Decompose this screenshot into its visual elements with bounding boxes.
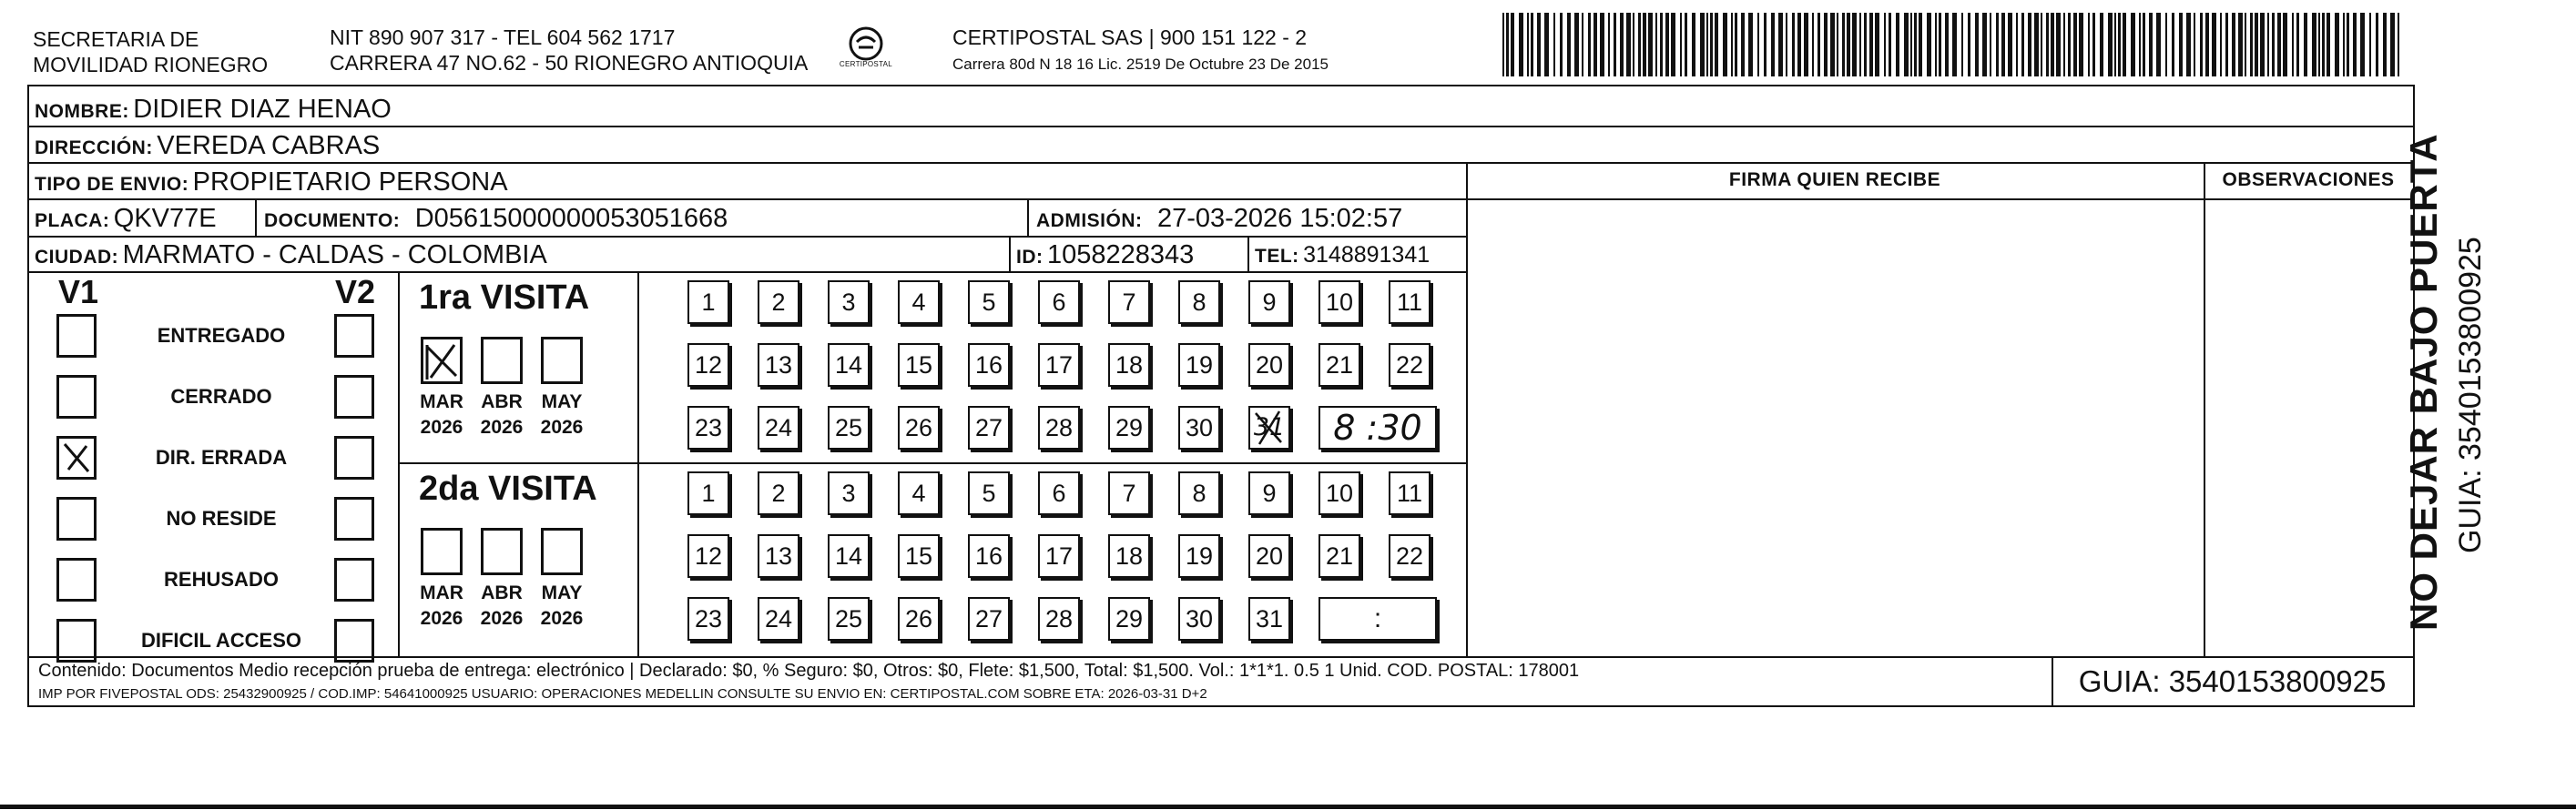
barcode-bar <box>1648 13 1653 76</box>
barcode-bar <box>1817 13 1820 76</box>
barcode-bar <box>1804 13 1808 76</box>
v2-header: V2 <box>335 273 376 310</box>
barcode-bar <box>2267 13 2269 76</box>
barcode-bar <box>1626 13 1631 76</box>
barcode-bar <box>1600 13 1604 76</box>
visit-2-day-22[interactable]: 22 <box>1389 534 1431 578</box>
v2-checkbox-rehusado[interactable] <box>334 558 374 602</box>
tipo-row <box>35 167 508 197</box>
barcode-bar <box>1975 13 1979 76</box>
admision-label: ADMISIÓN: <box>1036 210 1143 231</box>
barcode-bar <box>2092 13 2095 76</box>
barcode <box>1502 13 2413 76</box>
barcode-bar <box>1680 13 1682 76</box>
observaciones-area[interactable] <box>2207 202 2409 653</box>
visit-1-day-21[interactable]: 21 <box>1319 343 1360 387</box>
visit-1-month-checkbox-abr[interactable] <box>481 337 523 384</box>
barcode-bar <box>2001 13 2005 76</box>
visit-1-day-31[interactable]: 31 <box>1248 406 1290 450</box>
visit-2-day-18[interactable]: 18 <box>1108 534 1150 578</box>
barcode-bar <box>1692 13 1695 76</box>
visit-1-day-19[interactable]: 19 <box>1178 343 1220 387</box>
visit-1-title: 1ra VISITA <box>419 278 590 317</box>
barcode-bar <box>1633 13 1634 76</box>
barcode-bar <box>1519 13 1523 76</box>
firma-header-label: FIRMA QUIEN RECIBE <box>1728 169 1941 190</box>
barcode-bar <box>2034 13 2039 76</box>
barcode-bar <box>1608 13 1610 76</box>
barcode-bar <box>1830 13 1835 76</box>
barcode-bar <box>1919 13 1922 76</box>
visit-1-day-25[interactable]: 25 <box>828 406 870 450</box>
barcode-bar <box>1685 13 1687 76</box>
barcode-bar <box>2205 13 2209 76</box>
barcode-bar <box>2255 13 2258 76</box>
barcode-bar <box>1842 13 1845 76</box>
barcode-bar <box>2123 13 2126 76</box>
visit-1-month-checkbox-may[interactable] <box>541 337 583 384</box>
id-field <box>1016 240 1194 270</box>
direccion-row <box>35 131 380 161</box>
tel-field <box>1255 242 1430 268</box>
visit-1-day-23[interactable]: 23 <box>687 406 729 450</box>
barcode-bar <box>1778 13 1783 76</box>
barcode-bar <box>1741 13 1745 76</box>
barcode-bar <box>2073 13 2077 76</box>
barcode-bar <box>1757 13 1759 76</box>
barcode-bar <box>1786 13 1787 76</box>
barcode-bar <box>2376 13 2378 76</box>
org-name-line1: SECRETARIA DE <box>33 27 199 51</box>
ciudad-value: MARMATO - CALDAS - COLOMBIA <box>122 240 547 269</box>
barcode-bar <box>1544 13 1549 76</box>
visit-2-day-10[interactable]: 10 <box>1319 471 1360 515</box>
barcode-bar <box>2296 13 2299 76</box>
barcode-bar <box>1511 13 1514 76</box>
admision-value: 27-03-2026 15:02:57 <box>1156 204 1403 233</box>
barcode-bar <box>2322 13 2325 76</box>
barcode-bar <box>2398 13 2399 76</box>
visit-1-day-24[interactable]: 24 <box>758 406 799 450</box>
ciudad-field <box>35 240 547 270</box>
visit-2-month-checkbox-may[interactable] <box>541 528 583 575</box>
barcode-bar <box>2335 13 2339 76</box>
barcode-bar <box>2292 13 2294 76</box>
visit-1-day-10[interactable]: 10 <box>1319 280 1360 324</box>
nombre-row <box>35 95 392 125</box>
barcode-bar <box>2232 13 2235 76</box>
barcode-bar <box>2016 13 2018 76</box>
placa-label: PLACA: <box>35 210 110 231</box>
visit-2-day-8[interactable]: 8 <box>1178 471 1220 515</box>
barcode-bar <box>2046 13 2049 76</box>
barcode-bar <box>2008 13 2012 76</box>
visit-2-day-20[interactable]: 20 <box>1248 534 1290 578</box>
barcode-bar <box>1859 13 1861 76</box>
visit-1-day-12[interactable]: 12 <box>687 343 729 387</box>
visit-1-day-6[interactable]: 6 <box>1038 280 1080 324</box>
barcode-bar <box>2114 13 2116 76</box>
barcode-bar <box>1588 13 1591 76</box>
barcode-bar <box>1706 13 1708 76</box>
barcode-bar <box>1939 13 1941 76</box>
barcode-bar <box>1574 13 1579 76</box>
visit-2-day-28[interactable]: 28 <box>1038 597 1080 641</box>
barcode-bar <box>2353 13 2357 76</box>
barcode-bar <box>2360 13 2365 76</box>
v2-checkbox-entregado[interactable] <box>334 314 374 358</box>
barcode-bar <box>1797 13 1801 76</box>
barcode-bar <box>1852 13 1857 76</box>
barcode-bar <box>2068 13 2071 76</box>
carrier-line1: CERTIPOSTAL SAS | 900 151 122 - 2 <box>952 25 1308 49</box>
v2-checkbox-cerrado[interactable] <box>334 375 374 419</box>
visit-2-time-field[interactable]: : <box>1319 597 1437 641</box>
barcode-bar <box>1904 13 1909 76</box>
barcode-bar <box>2179 13 2183 76</box>
barcode-bar <box>1537 13 1541 76</box>
visit-2-day-31[interactable]: 31 <box>1248 597 1290 641</box>
visit-2-day-4[interactable]: 4 <box>898 471 940 515</box>
carrier-line2: Carrera 80d N 18 16 Lic. 2519 De Octubre 23 De 2015 <box>952 56 1329 73</box>
ciudad-label: CIUDAD: <box>35 247 119 268</box>
barcode-bar <box>2250 13 2253 76</box>
barcode-bar <box>2172 13 2174 76</box>
barcode-bar <box>2079 13 2083 76</box>
barcode-bar <box>2088 13 2090 76</box>
v1-checkbox-dificil-acceso[interactable] <box>56 619 97 663</box>
barcode-bar <box>2041 13 2042 76</box>
side-guia: GUIA: 3540153800925 <box>2453 237 2488 553</box>
barcode-bar <box>2118 13 2121 76</box>
visit-2-day-30[interactable]: 30 <box>1178 597 1220 641</box>
v1-checkbox-no-reside[interactable] <box>56 497 97 541</box>
documento-value: D05615000000053051668 <box>414 204 728 233</box>
status-label-no-reside: NO RESIDE <box>166 507 277 530</box>
visit-2-day-12[interactable]: 12 <box>687 534 729 578</box>
barcode-bar <box>1927 13 1931 76</box>
barcode-bar <box>1643 13 1646 76</box>
visit-2-day-27[interactable]: 27 <box>968 597 1010 641</box>
barcode-bar <box>1935 13 1937 76</box>
visit-1-day-30[interactable]: 30 <box>1178 406 1220 450</box>
barcode-bar <box>1531 13 1533 76</box>
visit-2-day-2[interactable]: 2 <box>758 471 799 515</box>
barcode-bar <box>2028 13 2031 76</box>
barcode-bar <box>1614 13 1616 76</box>
visit-1-day-7[interactable]: 7 <box>1108 280 1150 324</box>
visit-2-day-26[interactable]: 26 <box>898 597 940 641</box>
visit-1-day-3[interactable]: 3 <box>828 280 870 324</box>
barcode-bar <box>1910 13 1912 76</box>
status-label-cerrado: CERRADO <box>170 385 272 408</box>
barcode-bar <box>2021 13 2024 76</box>
visit-2-month-label-abr: ABR 2026 <box>480 582 524 629</box>
barcode-bar <box>1735 13 1737 76</box>
visit-1-month-label-mar: MAR 2026 <box>420 391 463 438</box>
barcode-bar <box>2131 13 2135 76</box>
barcode-bar <box>2108 13 2113 76</box>
visit-2-day-23[interactable]: 23 <box>687 597 729 641</box>
logo-caption: CERTIPOSTAL <box>839 60 893 68</box>
visit-1-day-14[interactable]: 14 <box>828 343 870 387</box>
visit-1-day-5[interactable]: 5 <box>968 280 1010 324</box>
barcode-bar <box>2347 13 2349 76</box>
v2-checkbox-dificil-acceso[interactable] <box>334 619 374 663</box>
barcode-bar <box>1837 13 1838 76</box>
certipostal-logo-icon <box>833 24 899 76</box>
barcode-bar <box>2156 13 2161 76</box>
barcode-bar <box>2318 13 2320 76</box>
barcode-bar <box>1812 13 1814 76</box>
barcode-bar <box>1582 13 1583 76</box>
barcode-bar <box>1771 13 1775 76</box>
barcode-bar <box>1824 13 1828 76</box>
barcode-bar <box>1553 13 1555 76</box>
barcode-bar <box>1723 13 1727 76</box>
barcode-bar <box>2165 13 2167 76</box>
visit-1-day-15[interactable]: 15 <box>898 343 940 387</box>
direccion-label: DIRECCIÓN: <box>35 137 153 158</box>
barcode-bar <box>2283 13 2287 76</box>
barcode-bar <box>2390 13 2395 76</box>
barcode-bar <box>1731 13 1733 76</box>
visit-1-day-11[interactable]: 11 <box>1389 280 1431 324</box>
status-label-entregado: ENTREGADO <box>157 324 286 347</box>
visit-2-day-16[interactable]: 16 <box>968 534 1010 578</box>
barcode-bar <box>2312 13 2316 76</box>
v1-checkbox-rehusado[interactable] <box>56 558 97 602</box>
barcode-bar <box>2304 13 2307 76</box>
x-mark-icon <box>423 339 460 381</box>
placa-field <box>35 204 217 234</box>
visit-1-day-26[interactable]: 26 <box>898 406 940 450</box>
visit-2-day-1[interactable]: 1 <box>687 471 729 515</box>
barcode-bar <box>1996 13 1999 76</box>
visit-1-day-4[interactable]: 4 <box>898 280 940 324</box>
x-mark-icon <box>1250 408 1288 448</box>
barcode-bar <box>1560 13 1563 76</box>
barcode-bar <box>1620 13 1624 76</box>
barcode-bar <box>2220 13 2222 76</box>
visit-2-title: 2da VISITA <box>419 470 597 508</box>
barcode-bar <box>2200 13 2203 76</box>
status-label-dir-errada: DIR. ERRADA <box>155 446 288 469</box>
visit-1-time-field[interactable]: 8 :30 <box>1319 406 1437 450</box>
barcode-bar <box>2212 13 2216 76</box>
v1-checkbox-entregado[interactable] <box>56 314 97 358</box>
nit-line: NIT 890 907 317 - TEL 604 562 1717 <box>330 25 676 49</box>
status-label-rehusado: REHUSADO <box>164 568 279 591</box>
barcode-bar <box>1968 13 1970 76</box>
visit-1-day-2[interactable]: 2 <box>758 280 799 324</box>
visit-1-day-13[interactable]: 13 <box>758 343 799 387</box>
visit-2-day-11[interactable]: 11 <box>1389 471 1431 515</box>
barcode-bar <box>2143 13 2145 76</box>
nombre-label: NOMBRE: <box>35 101 129 122</box>
barcode-bar <box>1502 13 1504 76</box>
visit-1-day-18[interactable]: 18 <box>1108 343 1150 387</box>
barcode-bar <box>1945 13 1949 76</box>
placa-value: QKV77E <box>113 204 217 233</box>
barcode-bar <box>1655 13 1657 76</box>
visit-2-day-17[interactable]: 17 <box>1038 534 1080 578</box>
visit-1-day-29[interactable]: 29 <box>1108 406 1150 450</box>
barcode-bar <box>1671 13 1675 76</box>
visit-1-day-9[interactable]: 9 <box>1248 280 1290 324</box>
visit-1-day-20[interactable]: 20 <box>1248 343 1290 387</box>
barcode-bar <box>2238 13 2243 76</box>
visit-2-day-21[interactable]: 21 <box>1319 534 1360 578</box>
documento-field <box>264 204 728 234</box>
x-mark-icon <box>59 439 94 477</box>
barcode-bar <box>2327 13 2330 76</box>
bottom-edge <box>0 805 2576 809</box>
barcode-bar <box>2343 13 2345 76</box>
visit-2-day-3[interactable]: 3 <box>828 471 870 515</box>
barcode-bar <box>2383 13 2387 76</box>
barcode-bar <box>2051 13 2054 76</box>
nombre-value: DIDIER DIAZ HENAO <box>133 95 392 124</box>
barcode-bar <box>1847 13 1850 76</box>
v1-header: V1 <box>58 273 99 310</box>
visit-2-day-13[interactable]: 13 <box>758 534 799 578</box>
footer-guia: GUIA: 3540153800925 <box>2078 664 2387 698</box>
visit-1-day-1[interactable]: 1 <box>687 280 729 324</box>
visit-2-day-5[interactable]: 5 <box>968 471 1010 515</box>
visit-2-day-6[interactable]: 6 <box>1038 471 1080 515</box>
barcode-bar <box>1990 13 1991 76</box>
visit-1-day-22[interactable]: 22 <box>1389 343 1431 387</box>
id-value: 1058228343 <box>1046 240 1195 269</box>
visit-1-month-label-abr: ABR 2026 <box>480 391 524 438</box>
visit-2-day-9[interactable]: 9 <box>1248 471 1290 515</box>
visit-2-month-checkbox-abr[interactable] <box>481 528 523 575</box>
visit-1-day-27[interactable]: 27 <box>968 406 1010 450</box>
barcode-bar <box>2149 13 2153 76</box>
v2-checkbox-dir-errada[interactable] <box>334 436 374 480</box>
direccion-value: VEREDA CABRAS <box>157 131 381 160</box>
certipostal-logo <box>833 24 899 76</box>
tipo-label: TIPO DE ENVIO: <box>35 174 189 195</box>
barcode-bar <box>1884 13 1886 76</box>
admision-field <box>1036 204 1402 234</box>
org-name-line2: MOVILIDAD RIONEGRO <box>33 53 269 76</box>
barcode-bar <box>1952 13 1957 76</box>
visit-2-day-24[interactable]: 24 <box>758 597 799 641</box>
barcode-bar <box>1660 13 1663 76</box>
barcode-bar <box>1864 13 1867 76</box>
visit-1-day-16[interactable]: 16 <box>968 343 1010 387</box>
barcode-bar <box>1710 13 1713 76</box>
barcode-bar <box>1748 13 1753 76</box>
barcode-bar <box>1889 13 1891 76</box>
barcode-bar <box>2063 13 2065 76</box>
visit-2-month-label-mar: MAR 2026 <box>420 582 463 629</box>
barcode-bar <box>1914 13 1917 76</box>
barcode-bar <box>1665 13 1669 76</box>
barcode-bar <box>1715 13 1718 76</box>
side-warning: NO DEJAR BAJO PUERTA <box>2402 133 2445 631</box>
barcode-bar <box>2186 13 2191 76</box>
barcode-bar <box>2260 13 2265 76</box>
visit-1-day-8[interactable]: 8 <box>1178 280 1220 324</box>
footer-imp-line: IMP POR FIVEPOSTAL ODS: 25432900925 / COD.IMP: 54641000925 USUARIO: OPERACIONES MEDELLIN CONSULTE SU ENVIO EN: CERTIPOSTAL.COM SOBRE ETA: 2026-03-31 D+2 <box>38 686 1207 702</box>
barcode-bar <box>2245 13 2246 76</box>
documento-label: DOCUMENTO: <box>264 210 401 231</box>
visit-2-day-25[interactable]: 25 <box>828 597 870 641</box>
visit-2-month-label-may: MAY 2026 <box>540 582 584 629</box>
visit-2-day-29[interactable]: 29 <box>1108 597 1150 641</box>
status-label-dificil-acceso: DIFICIL ACCESO <box>140 629 301 652</box>
v1-checkbox-dir-errada[interactable] <box>56 436 97 480</box>
barcode-bar <box>2056 13 2061 76</box>
visit-1-month-checkbox-mar[interactable] <box>421 337 463 384</box>
barcode-bar <box>1792 13 1795 76</box>
barcode-bar <box>1567 13 1571 76</box>
barcode-bar <box>2272 13 2275 76</box>
v2-checkbox-no-reside[interactable] <box>334 497 374 541</box>
barcode-bar <box>1527 13 1529 76</box>
barcode-bar <box>1961 13 1963 76</box>
barcode-bar <box>2194 13 2195 76</box>
barcode-bar <box>2100 13 2103 76</box>
v1-checkbox-cerrado[interactable] <box>56 375 97 419</box>
tel-value: 3148891341 <box>1303 242 1431 268</box>
barcode-bar <box>2369 13 2371 76</box>
visit-2-day-7[interactable]: 7 <box>1108 471 1150 515</box>
barcode-bar <box>1896 13 1899 76</box>
barcode-bar <box>1638 13 1641 76</box>
barcode-bar <box>1764 13 1767 76</box>
visit-1-day-28[interactable]: 28 <box>1038 406 1080 450</box>
barcode-bar <box>1869 13 1873 76</box>
visit-2-day-19[interactable]: 19 <box>1178 534 1220 578</box>
observaciones-header: OBSERVACIONES <box>2222 169 2395 190</box>
visit-2-day-15[interactable]: 15 <box>898 534 940 578</box>
barcode-bar <box>1982 13 1987 76</box>
visit-2-day-14[interactable]: 14 <box>828 534 870 578</box>
signature-area[interactable] <box>1470 202 2200 653</box>
visit-1-day-17[interactable]: 17 <box>1038 343 1080 387</box>
barcode-bar <box>2277 13 2281 76</box>
address-line: CARRERA 47 NO.62 - 50 RIONEGRO ANTIOQUIA <box>330 51 809 75</box>
barcode-bar <box>2139 13 2141 76</box>
barcode-bar <box>1593 13 1597 76</box>
barcode-bar <box>2225 13 2228 76</box>
barcode-bar <box>1875 13 1879 76</box>
barcode-bar <box>1506 13 1509 76</box>
visit-1-month-label-may: MAY 2026 <box>540 391 584 438</box>
tel-label: TEL: <box>1255 246 1299 267</box>
footer-content-line: Contenido: Documentos Medio recepción prueba de entrega: electrónico | Declarado: $0, % Seguro: $0, Otros: $0, Flete: $1,500, Total: $1,500. Vol.: 1*1*1. 0.5 1 Unid. COD. POSTAL: 178001 <box>38 661 1580 681</box>
id-label: ID: <box>1016 247 1044 268</box>
tipo-value: PROPIETARIO PERSONA <box>192 167 508 197</box>
visit-2-month-checkbox-mar[interactable] <box>421 528 463 575</box>
barcode-bar <box>1700 13 1705 76</box>
